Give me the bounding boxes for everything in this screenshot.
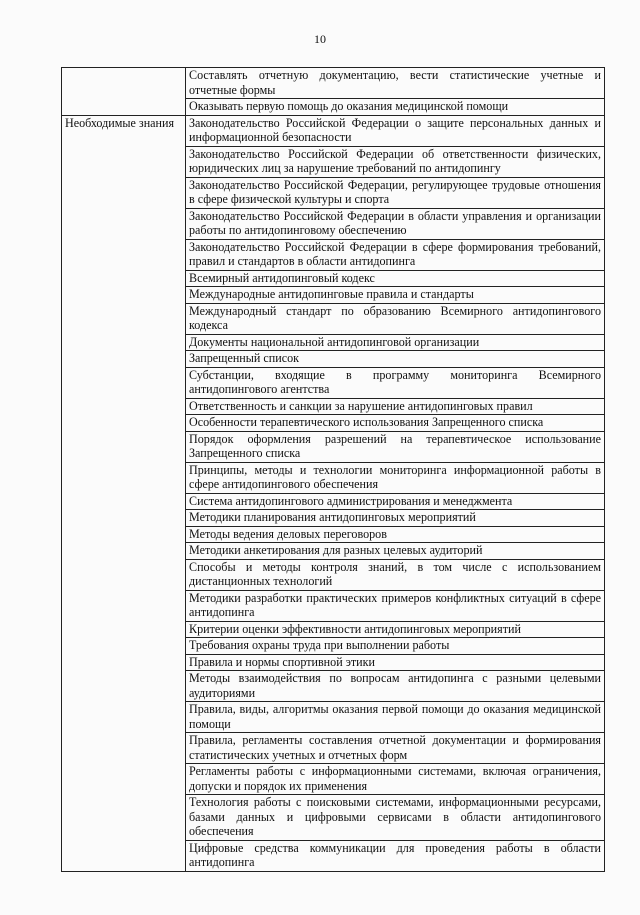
table-row	[62, 68, 605, 99]
knowledge-item: Порядок оформления разрешений на терапевтическое использование Запрещенного списка	[186, 431, 605, 462]
knowledge-item: Субстанции, входящие в программу мониторинга Всемирного антидопингового агентства	[186, 367, 605, 398]
knowledge-item: Методы ведения деловых переговоров	[186, 526, 605, 543]
knowledge-item: Методы взаимодействия по вопросам антидопинга с разными целевыми аудиториями	[186, 671, 605, 702]
knowledge-item: Законодательство Российской Федерации об ответственности физических, юридических лиц за нарушение требований по антидопингу	[186, 146, 605, 177]
knowledge-item: Способы и методы контроля знаний, в том числе с использованием дистанционных технологий	[186, 559, 605, 590]
knowledge-item: Международные антидопинговые правила и стандарты	[186, 287, 605, 304]
knowledge-item: Критерии оценки эффективности антидопинговых мероприятий	[186, 621, 605, 638]
knowledge-item: Методики планирования антидопинговых мероприятий	[186, 510, 605, 527]
knowledge-item: Ответственность и санкции за нарушение антидопинговых правил	[186, 398, 605, 415]
skill-cell: Оказывать первую помощь до оказания медицинской помощи	[186, 99, 605, 116]
table-body	[62, 68, 605, 872]
knowledge-item: Методики анкетирования для разных целевых аудиторий	[186, 543, 605, 560]
knowledge-item: Система антидопингового администрирования и менеджмента	[186, 493, 605, 510]
knowledge-item: Запрещенный список	[186, 351, 605, 368]
knowledge-item: Требования охраны труда при выполнении работы	[186, 638, 605, 655]
table-row	[62, 115, 605, 146]
knowledge-item: Всемирный антидопинговый кодекс	[186, 270, 605, 287]
knowledge-item: Регламенты работы с информационными системами, включая ограничения, допуски и порядок их применения	[186, 764, 605, 795]
knowledge-item: Правила, виды, алгоритмы оказания первой помощи до оказания медицинской помощи	[186, 702, 605, 733]
knowledge-item: Цифровые средства коммуникации для проведения работы в области антидопинга	[186, 840, 605, 871]
knowledge-item: Особенности терапевтического использования Запрещенного списка	[186, 415, 605, 432]
knowledge-item: Правила и нормы спортивной этики	[186, 654, 605, 671]
knowledge-item: Принципы, методы и технологии мониторинга информационной работы в сфере антидопингового обеспечения	[186, 462, 605, 493]
knowledge-item: Правила, регламенты составления отчетной документации и формирования статистических учетных и отчетных форм	[186, 733, 605, 764]
knowledge-item: Документы национальной антидопинговой организации	[186, 334, 605, 351]
knowledge-label: Необходимые знания	[62, 115, 186, 871]
knowledge-item: Законодательство Российской Федерации в области управления и организации работы по антидопинговому обеспечению	[186, 208, 605, 239]
knowledge-item: Международный стандарт по образованию Всемирного антидопингового кодекса	[186, 303, 605, 334]
skill-cell: Составлять отчетную документацию, вести статистические учетные и отчетные формы	[186, 68, 605, 99]
knowledge-item: Законодательство Российской Федерации, регулирующее трудовые отношения в сфере физической культуры и спорта	[186, 177, 605, 208]
competency-table	[61, 67, 605, 872]
knowledge-item: Технология работы с поисковыми системами, информационными ресурсами, базами данных и цифровыми сервисами в области антидопингового обеспечения	[186, 795, 605, 841]
empty-label-cell	[62, 68, 186, 116]
knowledge-item: Методики разработки практических примеров конфликтных ситуаций в сфере антидопинга	[186, 590, 605, 621]
knowledge-item: Законодательство Российской Федерации о защите персональных данных и информационной безопасности	[186, 115, 605, 146]
knowledge-item: Законодательство Российской Федерации в сфере формирования требований, правил и стандартов в области антидопинга	[186, 239, 605, 270]
page-number: 10	[314, 32, 326, 46]
